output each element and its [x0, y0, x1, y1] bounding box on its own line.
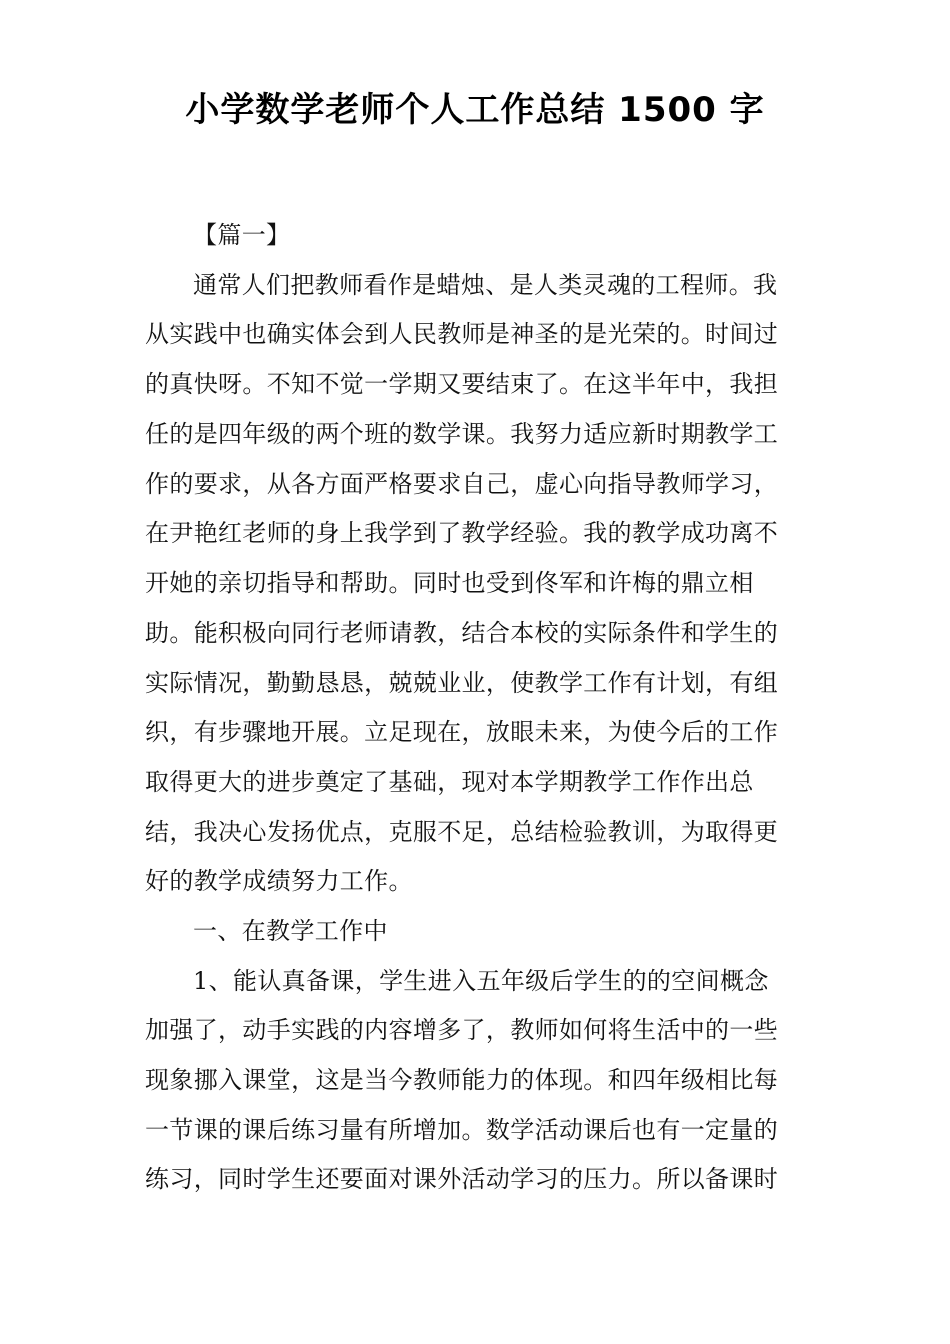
- paragraph-1-line: 实际情况，勤勤恳恳，兢兢业业，使教学工作有计划，有组: [145, 669, 779, 697]
- paragraph-1-line: 助。能积极向同行老师请教，结合本校的实际条件和学生的: [145, 619, 779, 647]
- paragraph-1-line: 从实践中也确实体会到人民教师是神圣的是光荣的。时间过: [145, 320, 779, 348]
- paragraph-1-line: 的真快呀。不知不觉一学期又要结束了。在这半年中，我担: [145, 370, 779, 398]
- paragraph-1-line: 取得更大的进步奠定了基础，现对本学期教学工作作出总: [145, 768, 754, 796]
- paragraph-1-line: 任的是四年级的两个班的数学课。我努力适应新时期教学工: [145, 420, 779, 448]
- paragraph-1-line: 通常人们把教师看作是蜡烛、是人类灵魂的工程师。我: [193, 271, 778, 299]
- section-heading: 一、在教学工作中: [193, 917, 388, 945]
- paragraph-2-line: 练习，同时学生还要面对课外活动学习的压力。所以备课时: [145, 1165, 779, 1193]
- paragraph-1-line: 开她的亲切指导和帮助。同时也受到佟军和许梅的鼎立相: [145, 569, 754, 597]
- paragraph-1-line: 织，有步骤地开展。立足现在，放眼未来，为使今后的工作: [145, 718, 779, 746]
- paragraph-1-line: 好的教学成绩努力工作。: [145, 867, 413, 895]
- paragraph-1-line: 在尹艳红老师的身上我学到了教学经验。我的教学成功离不: [145, 519, 779, 547]
- paragraph-2-line: 一节课的课后练习量有所增加。数学活动课后也有一定量的: [145, 1116, 779, 1144]
- paragraph-2-line: 1、能认真备课，学生进入五年级后学生的的空间概念: [193, 967, 769, 995]
- document-title: 小学数学老师个人工作总结 1500 字: [185, 90, 765, 130]
- section-label: 【篇一】: [193, 221, 291, 249]
- paragraph-1-line: 作的要求，从各方面严格要求自己，虚心向指导教师学习，: [145, 470, 779, 498]
- paragraph-2-line: 现象挪入课堂，这是当今教师能力的体现。和四年级相比每: [145, 1066, 779, 1094]
- paragraph-1-line: 结，我决心发扬优点，克服不足，总结检验教训，为取得更: [145, 818, 779, 846]
- paragraph-2-line: 加强了，动手实践的内容增多了，教师如何将生活中的一些: [145, 1016, 779, 1044]
